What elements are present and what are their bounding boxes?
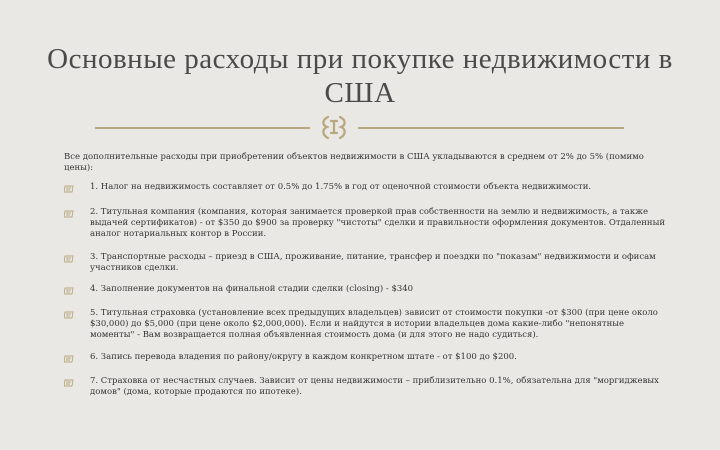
list-item-text: 3. Транспортные расходы – приезд в США, проживание, питание, трансфер и поездки по "показам" недвижимости и офисам участников сделки. bbox=[90, 252, 656, 274]
scroll-bullet-icon bbox=[64, 254, 74, 264]
scroll-bullet-icon bbox=[64, 310, 74, 320]
title-divider-right bbox=[358, 127, 624, 129]
list-item-text: 2. Титульная компания (компания, которая занимается проверкой прав собственности на землю и недвижимость, а также выдачей сертификатов) - от $350 до $900 за проверку "чистоты" сделки и правильности оформления документов. Отдаленный аналог нотариальных контор в России. bbox=[90, 207, 666, 240]
title-divider-left bbox=[95, 127, 310, 129]
scroll-bullet-icon bbox=[64, 378, 74, 388]
list-item-text: 7. Страховка от несчастных случаев. Зависит от цены недвижимости – приблизительно 0.1%, обязательна для "моргиджевых домов" (дома, которые продаются по ипотеке). bbox=[90, 376, 659, 398]
scroll-bullet-icon bbox=[64, 209, 74, 219]
flourish-ornament-icon bbox=[318, 112, 350, 142]
list-item-text: 1. Налог на недвижимость составляет от 0.5% до 1.75% в год от оценочной стоимости объекта недвижимости. bbox=[90, 182, 592, 192]
scroll-bullet-icon bbox=[64, 354, 74, 364]
scroll-bullet-icon bbox=[64, 184, 74, 194]
slide-title: Основные расходы при покупке недвижимости в США bbox=[47, 43, 673, 109]
scroll-bullet-icon bbox=[64, 286, 74, 296]
list-item-text: 5. Титульная страховка (установление всех предыдущих владельцев) зависит от стоимости покупки -от $300 (при цене около $30,000) до $5,000 (при цене около $2,000,000). Если и найдутся в истории владельцев дома какие-либо "непонятные моменты" - Вам возвращается полная объявленная стоимость дома (и для этого не надо судиться). bbox=[90, 308, 658, 341]
list-item-text: 6. Запись перевода владения по району/округу в каждом конкретном штате - от $100 до $200. bbox=[90, 352, 517, 362]
list-item-text: 4. Заполнение документов на финальной стадии сделки (closing) - $340 bbox=[90, 284, 414, 294]
intro-text: Все дополнительные расходы при приобретении объектов недвижимости в США укладываются в среднем от 2% до 5% (помимо цены): bbox=[64, 152, 644, 173]
